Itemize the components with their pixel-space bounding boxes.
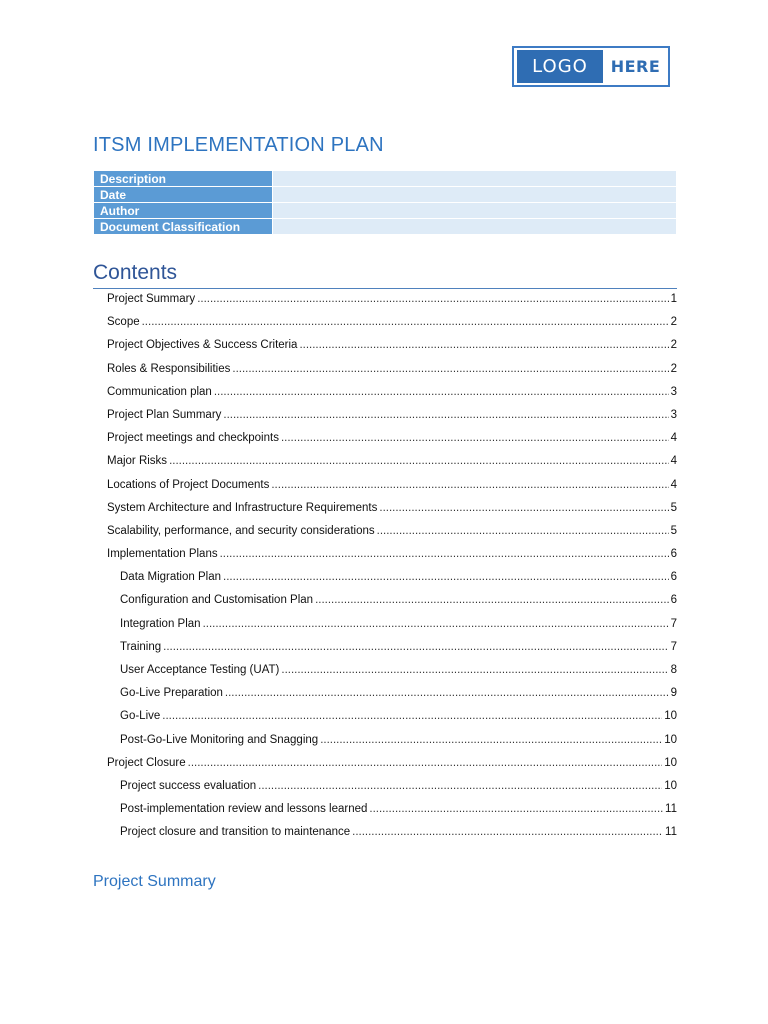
toc-entry[interactable]: [93, 451, 677, 474]
logo-mark: LOGO: [517, 50, 603, 83]
toc-leader-dots: [225, 683, 669, 703]
toc-entry[interactable]: [93, 590, 677, 613]
toc-entry-title: Post-Go-Live Monitoring and Snagging: [120, 733, 319, 746]
toc-entry-title: Configuration and Customisation Plan: [120, 594, 314, 607]
document-title: ITSM IMPLEMENTATION PLAN: [93, 134, 384, 156]
toc-page-number: 7: [670, 617, 677, 630]
toc-entry-title: Project meetings and checkpoints: [107, 432, 279, 445]
toc-entry-title: Go-Live Preparation: [120, 687, 223, 700]
toc-page-number: 2: [670, 316, 677, 329]
logo: [512, 46, 670, 87]
toc-entry[interactable]: [93, 498, 677, 521]
toc-entry[interactable]: [93, 730, 677, 753]
toc-entry-title: Scope: [107, 316, 140, 329]
toc-entry[interactable]: [93, 521, 677, 544]
toc-entry[interactable]: [93, 753, 677, 776]
info-row-description: [94, 171, 677, 187]
toc-entry[interactable]: [93, 567, 677, 590]
toc-entry-title: Project success evaluation: [120, 779, 257, 792]
toc-leader-dots: [188, 753, 663, 773]
toc-entry-title: Locations of Project Documents: [107, 478, 270, 491]
toc-leader-dots: [369, 799, 663, 819]
toc-entry-title: Training: [120, 640, 162, 653]
toc-entry-title: Communication plan: [107, 385, 212, 398]
toc-page-number: 8: [670, 664, 677, 676]
toc-entry[interactable]: [93, 382, 677, 405]
toc-leader-dots: [220, 544, 669, 564]
toc-entry[interactable]: [93, 776, 677, 799]
toc-page-number: 5: [670, 524, 677, 537]
toc-entry-title: Project Objectives & Success Criteria: [107, 339, 298, 352]
toc-entry[interactable]: [93, 312, 677, 335]
toc-page-number: 5: [670, 501, 677, 514]
toc-entry-title: Data Migration Plan: [120, 571, 221, 584]
toc-page-number: 4: [670, 455, 677, 468]
toc-page-number: 11: [665, 803, 677, 816]
toc-entry[interactable]: [93, 614, 677, 637]
toc-page-number: 2: [670, 339, 677, 352]
toc-entry-title: Integration Plan: [120, 617, 201, 630]
toc-leader-dots: [315, 590, 669, 610]
toc-leader-dots: [379, 498, 668, 518]
toc-page-number: 9: [670, 687, 677, 700]
toc-page-number: 10: [664, 756, 677, 769]
toc-leader-dots: [232, 359, 668, 379]
toc-entry[interactable]: [93, 405, 677, 428]
toc-entry-title: User Acceptance Testing (UAT): [120, 664, 280, 676]
toc-page-number: 4: [670, 432, 677, 445]
toc-page-number: 10: [664, 779, 677, 792]
toc-leader-dots: [214, 382, 669, 402]
toc-leader-dots: [162, 706, 662, 726]
toc-entry[interactable]: [93, 637, 677, 660]
toc-leader-dots: [203, 614, 669, 634]
toc-entry[interactable]: [93, 822, 677, 845]
toc-leader-dots: [169, 451, 669, 471]
info-label: Author: [94, 203, 273, 219]
toc-page-number: 4: [670, 478, 677, 491]
toc-leader-dots: [197, 289, 668, 309]
info-row-author: [94, 203, 677, 219]
toc-page-number: 3: [670, 408, 677, 421]
info-value[interactable]: [273, 203, 677, 219]
info-value[interactable]: [273, 219, 677, 235]
toc-page-number: 6: [670, 548, 677, 561]
toc-page-number: 10: [664, 710, 677, 723]
toc-entry[interactable]: [93, 706, 677, 729]
toc-page-number: 10: [664, 733, 677, 746]
toc-entry[interactable]: [93, 799, 677, 822]
toc-entry-title: Project closure and transition to maintenance: [120, 826, 351, 839]
toc-page-number: 2: [670, 362, 677, 375]
toc-leader-dots: [320, 730, 662, 750]
toc-entry[interactable]: [93, 359, 677, 382]
toc-page-number: 6: [670, 571, 677, 584]
toc-leader-dots: [281, 428, 669, 448]
toc-page-number: 3: [670, 385, 677, 398]
toc-page-number: 6: [670, 594, 677, 607]
document-info-table: [93, 170, 677, 235]
toc-leader-dots: [142, 312, 669, 332]
toc-entry[interactable]: [93, 289, 677, 312]
info-label: Document Classification: [94, 219, 273, 235]
section-heading: Project Summary: [93, 873, 216, 890]
toc-entry[interactable]: [93, 335, 677, 358]
info-value[interactable]: [273, 187, 677, 203]
toc-leader-dots: [281, 660, 668, 680]
toc-entry[interactable]: [93, 428, 677, 451]
toc-leader-dots: [299, 335, 668, 355]
toc-page-number: 11: [665, 826, 677, 839]
info-row-date: [94, 187, 677, 203]
contents-heading: Contents: [93, 260, 677, 289]
toc-leader-dots: [163, 637, 668, 657]
toc-leader-dots: [258, 776, 662, 796]
toc-leader-dots: [223, 567, 669, 587]
toc-entry[interactable]: [93, 544, 677, 567]
toc-entry[interactable]: [93, 683, 677, 706]
info-value[interactable]: [273, 171, 677, 187]
toc-entry-title: System Architecture and Infrastructure Requirements: [107, 501, 378, 514]
toc-entry-title: Post-implementation review and lessons learned: [120, 803, 368, 816]
toc-entry-title: Implementation Plans: [107, 548, 218, 561]
toc-page-number: 7: [670, 640, 677, 653]
toc-entry-title: Project Plan Summary: [107, 408, 222, 421]
table-of-contents: [93, 289, 677, 846]
toc-entry[interactable]: [93, 660, 677, 683]
toc-entry-title: Go-Live: [120, 710, 161, 723]
toc-leader-dots: [271, 475, 668, 495]
toc-page-number: 1: [670, 293, 677, 305]
info-row-classification: [94, 219, 677, 235]
logo-text: HERE: [610, 57, 661, 76]
toc-entry-title: Major Risks: [107, 455, 168, 468]
toc-entry-title: Project Summary: [107, 293, 196, 305]
toc-leader-dots: [352, 822, 663, 842]
info-label: Date: [94, 187, 273, 203]
toc-entry-title: Scalability, performance, and security considerations: [107, 524, 375, 537]
toc-leader-dots: [377, 521, 669, 541]
toc-entry-title: Project Closure: [107, 756, 186, 769]
toc-entry-title: Roles & Responsibilities: [107, 362, 231, 375]
info-label: Description: [94, 171, 273, 187]
toc-leader-dots: [223, 405, 668, 425]
toc-entry[interactable]: [93, 475, 677, 498]
